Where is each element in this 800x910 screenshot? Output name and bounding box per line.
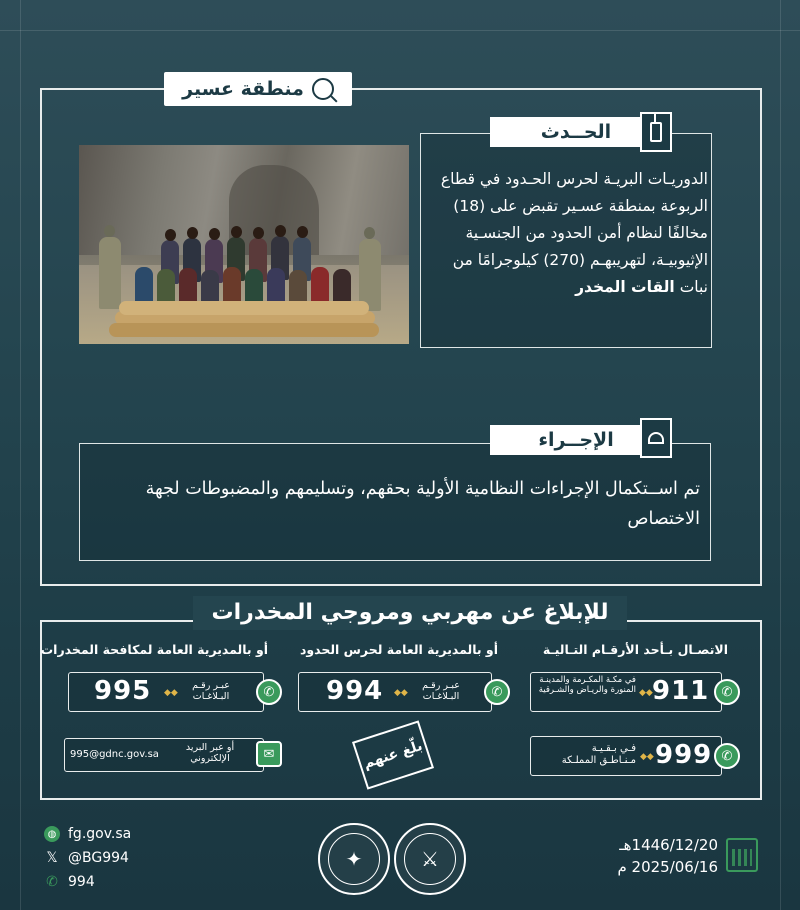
head bbox=[209, 228, 220, 240]
calendar-icon bbox=[726, 838, 758, 872]
footer-phone[interactable] bbox=[44, 874, 95, 890]
bg-line bbox=[20, 0, 21, 910]
via-email: أو عبر البريد الإلكتروني bbox=[185, 742, 235, 764]
search-globe-icon bbox=[312, 78, 334, 100]
region-name: منطقة عسير bbox=[182, 78, 304, 100]
head bbox=[104, 225, 115, 237]
envelope-icon: ✉ bbox=[256, 741, 282, 767]
emblem-right bbox=[394, 823, 466, 895]
website-text[interactable]: fg.gov.sa bbox=[68, 826, 132, 842]
radio-icon bbox=[640, 112, 672, 152]
phone-icon: ✆ bbox=[714, 743, 740, 769]
phone-icon: ✆ bbox=[484, 679, 510, 705]
head bbox=[231, 226, 242, 238]
arrow-icon: ◆◆ bbox=[639, 688, 653, 698]
event-tag bbox=[490, 117, 662, 147]
stamp-text: بلّغ عنهم bbox=[361, 737, 425, 773]
bg-line bbox=[0, 30, 800, 31]
email-address[interactable]: 995@gdnc.gov.sa bbox=[70, 749, 159, 760]
event-text bbox=[428, 166, 708, 301]
phone-icon: ✆ bbox=[256, 679, 282, 705]
arrow-icon: ◆◆ bbox=[164, 688, 178, 698]
action-title: الإجــراء bbox=[538, 429, 614, 451]
news-photo bbox=[79, 145, 409, 344]
col3-title: أو بالمديرية العامة لمكافحة المخدرات bbox=[40, 642, 268, 657]
phone-icon: ✆ bbox=[714, 679, 740, 705]
head bbox=[253, 227, 264, 239]
palm-swords-icon: ⚔ bbox=[404, 833, 456, 885]
siren-icon bbox=[640, 418, 672, 458]
number-999[interactable]: 999 bbox=[655, 740, 713, 770]
report-title: للإبلاغ عن مهربي ومروجي المخدرات bbox=[193, 596, 627, 630]
head bbox=[165, 229, 176, 241]
soldier bbox=[99, 237, 121, 309]
date-greg: 2025/06/16 م bbox=[617, 858, 718, 876]
head bbox=[297, 226, 308, 238]
col2-title: أو بالمديرية العامة لحرس الحدود bbox=[299, 642, 498, 657]
phone-text[interactable]: 994 bbox=[68, 874, 95, 890]
number-994[interactable]: 994 bbox=[326, 676, 384, 706]
phone-icon: ✆ bbox=[46, 874, 58, 890]
event-title: الحــدث bbox=[540, 121, 612, 143]
x-logo-icon: 𝕏 bbox=[46, 850, 58, 866]
bg-line bbox=[780, 0, 781, 910]
via-number-995: عبـر رقـم البـلاغـات bbox=[192, 680, 230, 702]
palm-swords-icon: ✦ bbox=[328, 833, 380, 885]
n999-regions: فـي بـقـيـة مـنـاطـق المملـكة bbox=[561, 743, 636, 766]
head bbox=[275, 225, 286, 237]
head bbox=[364, 227, 375, 239]
footer-twitter[interactable] bbox=[44, 850, 129, 866]
emblem-left bbox=[318, 823, 390, 895]
action-text: تم اســتكمال الإجراءات النظامية الأولية بحقهم، وتسليمهم والمضبوطات لجهة الاختصاص bbox=[145, 479, 700, 529]
arrow-icon: ◆◆ bbox=[394, 688, 408, 698]
globe-icon: ◍ bbox=[44, 826, 60, 842]
date-hijri: 1446/12/20هـ bbox=[619, 836, 718, 854]
region-tag bbox=[164, 72, 352, 106]
event-text-main: الدوريـات البريـة لحرس الحـدود في قطاع الربوعة بمنطقة عسـير تقبض على (18) مخالفًا لنظام أمن الحدود من الجنسـية الإثيوبيـة، لتهريبهـم (270) كيلوجرامًا من نبات bbox=[440, 170, 708, 296]
n911-regions: في مكـة المكـرمة والمدينـة المنورة والريـاض والشـرقية bbox=[538, 675, 636, 695]
number-911[interactable]: 911 bbox=[652, 676, 710, 706]
col1-title: الاتصـال بـأحد الأرقـام التـاليـة bbox=[542, 642, 728, 657]
head bbox=[187, 227, 198, 239]
twitter-text[interactable]: @BG994 bbox=[68, 850, 129, 866]
via-number-994: عبـر رقـم البـلاغـات bbox=[422, 680, 460, 702]
sack bbox=[119, 301, 369, 315]
footer-website[interactable] bbox=[44, 826, 131, 842]
action-tag bbox=[490, 425, 662, 455]
event-text-bold: القات المخدر bbox=[575, 278, 675, 296]
number-995[interactable]: 995 bbox=[94, 676, 152, 706]
arrow-icon: ◆◆ bbox=[640, 752, 654, 762]
sack bbox=[109, 323, 379, 337]
